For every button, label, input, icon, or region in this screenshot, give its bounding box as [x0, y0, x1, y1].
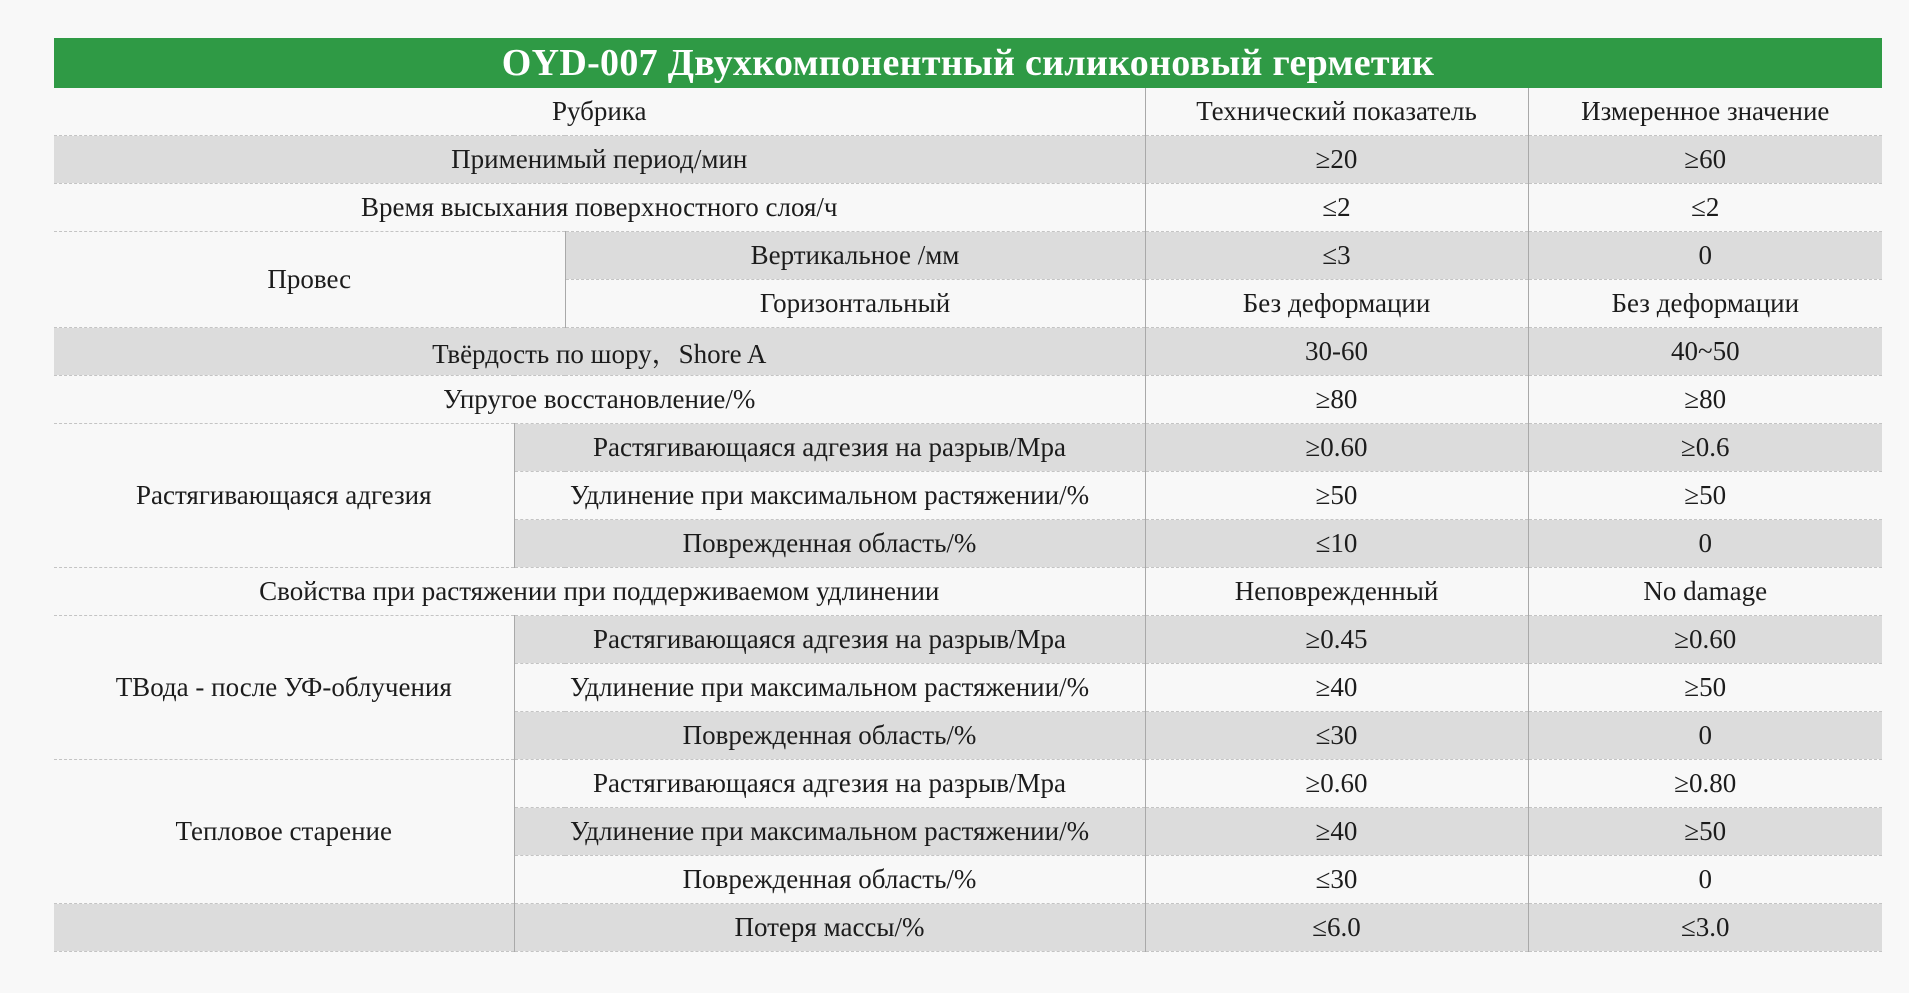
table-row	[54, 184, 1882, 232]
row-measured: 0	[1528, 520, 1882, 568]
table-row	[54, 904, 1882, 952]
row-label: Удлинение при максимальном растяжении/%	[514, 664, 1145, 712]
table-row	[54, 136, 1882, 184]
row-measured: 40~50	[1528, 328, 1882, 376]
row-spec: ≥80	[1145, 376, 1528, 424]
row-label: Растягивающаяся адгезия на разрыв/Mpa	[514, 760, 1145, 808]
row-spec: Неповрежденный	[1145, 568, 1528, 616]
header-rubric: Рубрика	[54, 88, 1145, 136]
group-label-tensile-adhesion: Растягивающаяся адгезия	[54, 424, 514, 568]
row-label: Поврежденная область/%	[514, 520, 1145, 568]
row-spec: Без деформации	[1145, 280, 1528, 328]
table-header-row	[54, 88, 1882, 136]
row-measured: 0	[1528, 712, 1882, 760]
row-label: Применимый период/мин	[54, 136, 1145, 184]
row-measured: ≥0.80	[1528, 760, 1882, 808]
row-spec: ≥0.60	[1145, 424, 1528, 472]
table-row	[54, 760, 1882, 808]
page-title: OYD-007 Двухкомпонентный силиконовый герметик	[54, 38, 1882, 88]
row-measured: ≥0.6	[1528, 424, 1882, 472]
table-row	[54, 568, 1882, 616]
row-spec: ≤10	[1145, 520, 1528, 568]
row-spec: ≤2	[1145, 184, 1528, 232]
row-label: Растягивающаяся адгезия на разрыв/Mpa	[514, 424, 1145, 472]
row-spec: ≥40	[1145, 664, 1528, 712]
row-label: Поврежденная область/%	[514, 712, 1145, 760]
header-measured: Измеренное значение	[1528, 88, 1882, 136]
row-label: Горизонтальный	[565, 280, 1145, 328]
table-row	[54, 376, 1882, 424]
row-measured: ≥60	[1528, 136, 1882, 184]
row-measured: ≥0.60	[1528, 616, 1882, 664]
row-spec: ≤3	[1145, 232, 1528, 280]
row-measured: 0	[1528, 856, 1882, 904]
row-label: Твёрдость по шору，Shore A	[54, 328, 1145, 376]
row-spec: ≥0.45	[1145, 616, 1528, 664]
table-row	[54, 424, 1882, 472]
row-spec: ≤6.0	[1145, 904, 1528, 952]
row-spec: ≤30	[1145, 712, 1528, 760]
table-row	[54, 328, 1882, 376]
row-measured: ≥50	[1528, 808, 1882, 856]
group-label-water-uv: ТВода - после УФ-облучения	[54, 616, 514, 760]
row-spec: ≤30	[1145, 856, 1528, 904]
row-blank-cell	[54, 904, 514, 952]
row-label: Удлинение при максимальном растяжении/%	[514, 808, 1145, 856]
spec-table	[54, 88, 1882, 952]
row-spec: ≥20	[1145, 136, 1528, 184]
table-row	[54, 232, 1882, 280]
row-measured: ≤2	[1528, 184, 1882, 232]
row-measured: ≥50	[1528, 664, 1882, 712]
row-measured: ≥80	[1528, 376, 1882, 424]
group-label-sag: Провес	[54, 232, 565, 328]
row-measured: 0	[1528, 232, 1882, 280]
row-measured: No damage	[1528, 568, 1882, 616]
header-spec: Технический показатель	[1145, 88, 1528, 136]
row-spec: 30-60	[1145, 328, 1528, 376]
row-label: Свойства при растяжении при поддерживаемом удлинении	[54, 568, 1145, 616]
spec-sheet	[54, 38, 1882, 952]
row-label: Время высыхания поверхностного слоя/ч	[54, 184, 1145, 232]
group-label-heat-aging: Тепловое старение	[54, 760, 514, 904]
row-spec: ≥0.60	[1145, 760, 1528, 808]
row-measured: ≥50	[1528, 472, 1882, 520]
table-row	[54, 616, 1882, 664]
row-spec: ≥50	[1145, 472, 1528, 520]
row-label: Потеря массы/%	[514, 904, 1145, 952]
row-spec: ≥40	[1145, 808, 1528, 856]
row-label: Поврежденная область/%	[514, 856, 1145, 904]
row-label: Растягивающаяся адгезия на разрыв/Mpa	[514, 616, 1145, 664]
row-label: Упругое восстановление/%	[54, 376, 1145, 424]
row-measured: ≤3.0	[1528, 904, 1882, 952]
row-label: Вертикальное /мм	[565, 232, 1145, 280]
row-measured: Без деформации	[1528, 280, 1882, 328]
row-label: Удлинение при максимальном растяжении/%	[514, 472, 1145, 520]
